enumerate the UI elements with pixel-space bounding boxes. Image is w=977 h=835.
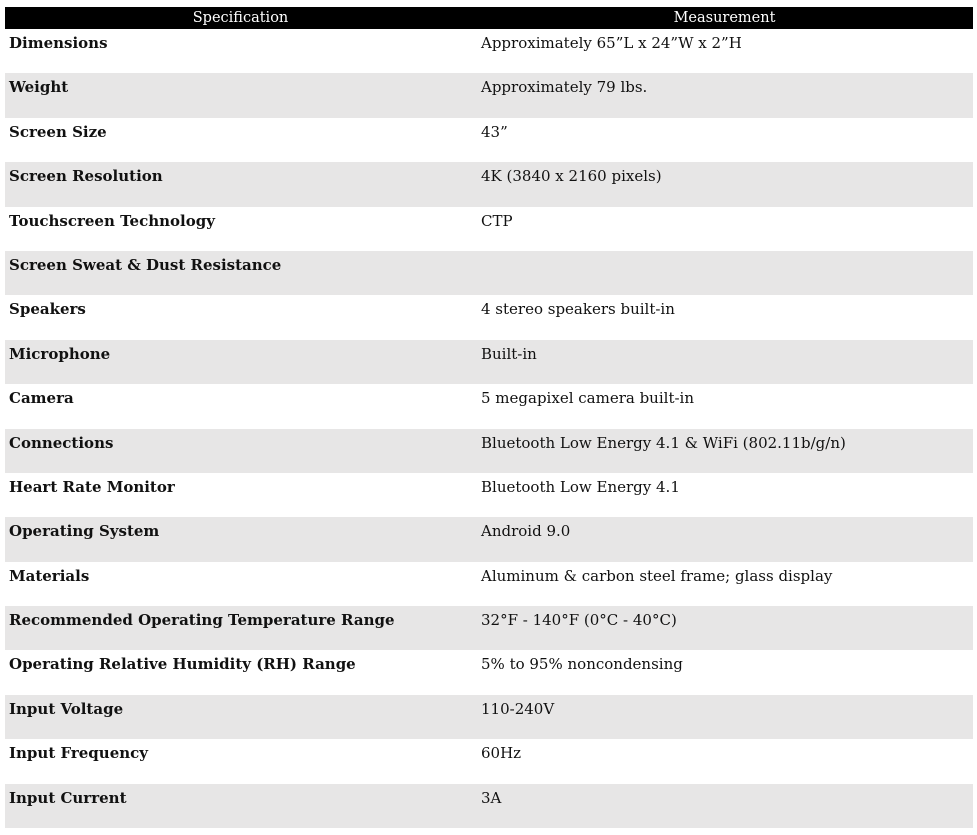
- table-row: [5, 784, 973, 828]
- table-row: [5, 162, 973, 206]
- spec-name: Recommended Operating Temperature Range: [9, 611, 395, 630]
- table-row: [5, 695, 973, 739]
- spec-value: Android 9.0: [481, 522, 571, 541]
- spec-name: Touchscreen Technology: [9, 211, 215, 230]
- table-row: [5, 429, 973, 473]
- spec-value: 110-240V: [481, 699, 555, 718]
- spec-value: 5% to 95% noncondensing: [481, 655, 683, 674]
- table-row: [5, 384, 973, 428]
- table-row: [5, 473, 973, 517]
- spec-name: Heart Rate Monitor: [9, 477, 175, 496]
- table-row: [5, 295, 973, 339]
- spec-name: Operating System: [9, 522, 160, 541]
- table-row: [5, 29, 973, 73]
- table-row: [5, 562, 973, 606]
- spec-name: Dimensions: [9, 34, 108, 52]
- table-row: [5, 650, 973, 694]
- spec-name: Input Voltage: [9, 699, 124, 718]
- spec-value: 5 megapixel camera built-in: [481, 389, 694, 408]
- spec-name: Screen Size: [9, 122, 107, 141]
- table-row: [5, 251, 973, 295]
- table-header-row: [5, 7, 973, 29]
- spec-value: 43”: [481, 122, 508, 141]
- spec-value: 3A: [481, 788, 502, 807]
- spec-name: Microphone: [9, 344, 111, 363]
- spec-name: Input Current: [9, 788, 127, 807]
- table-row: [5, 517, 973, 561]
- spec-name: Camera: [9, 389, 74, 408]
- spec-name: Screen Sweat & Dust Resistance: [9, 255, 282, 274]
- table-row: [5, 73, 973, 117]
- spec-value: Bluetooth Low Energy 4.1: [481, 477, 680, 496]
- table-row: [5, 207, 973, 251]
- spec-value: CTP: [481, 211, 513, 230]
- spec-value: 4K (3840 x 2160 pixels): [481, 167, 662, 186]
- spec-value: Built-in: [481, 344, 537, 363]
- spec-name: Weight: [9, 78, 69, 97]
- table-row: [5, 739, 973, 783]
- spec-name: Operating Relative Humidity (RH) Range: [9, 655, 356, 674]
- table-row: [5, 340, 973, 384]
- spec-value: Aluminum & carbon steel frame; glass display: [481, 566, 833, 585]
- spec-name: Connections: [9, 433, 114, 452]
- header-measurement: Measurement: [673, 10, 776, 26]
- table-row: [5, 606, 973, 650]
- spec-name: Screen Resolution: [9, 167, 163, 186]
- header-specification: Specification: [192, 10, 289, 26]
- spec-value: Approximately 65”L x 24”W x 2”H: [481, 34, 742, 52]
- specifications-table: [5, 7, 973, 828]
- table-row: [5, 118, 973, 162]
- spec-name: Input Frequency: [9, 744, 148, 763]
- spec-value: Bluetooth Low Energy 4.1 & WiFi (802.11b/g/n): [481, 433, 846, 452]
- spec-name: Materials: [9, 566, 90, 585]
- spec-value: [476, 251, 973, 295]
- spec-name: Speakers: [9, 300, 86, 319]
- spec-value: 32°F - 140°F (0°C - 40°C): [481, 611, 677, 630]
- spec-value: 60Hz: [481, 744, 522, 763]
- spec-value: 4 stereo speakers built-in: [481, 300, 675, 319]
- spec-value: Approximately 79 lbs.: [481, 78, 648, 97]
